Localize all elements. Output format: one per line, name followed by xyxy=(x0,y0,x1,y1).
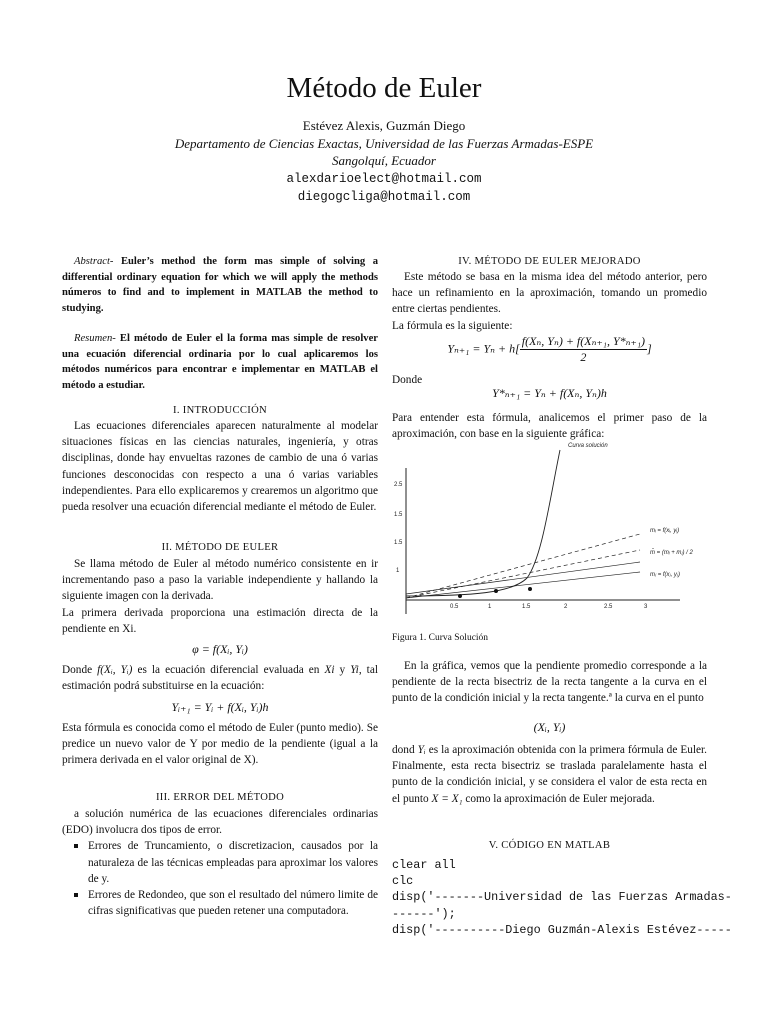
abstract xyxy=(62,254,378,316)
legend-label: mⱼ = f(xⱼ, yⱼ) xyxy=(650,572,680,578)
mejorado-paragraph-3: Para entender esta fórmula, analicemos el primer paso de la aproximación, con base en la siguiente gráfica: xyxy=(392,412,707,441)
mejorado-paragraph-4 xyxy=(392,658,707,707)
mejorado-p5-c: como la aproximación de Euler mejorada. xyxy=(462,792,655,805)
x-tick-label: 3 xyxy=(644,604,648,610)
paper-title: Método de Euler xyxy=(286,72,482,104)
error-bullet-1: Errores de Truncamiento, o discretizacion, causados por la naturaleza de las técnicas empleadas para aproximar los valores de y. xyxy=(88,838,378,887)
code-line: clc xyxy=(392,874,414,889)
section-metodo-euler xyxy=(62,556,378,768)
code-line: clear all xyxy=(392,858,456,872)
code-line: disp('----------Diego Guzmán-Alexis Estévez----- xyxy=(392,922,732,937)
equation-point: (Xᵢ, Yᵢ) xyxy=(533,720,566,734)
euler-p3-d: , tal estimación podrá substituirse en la ecuación: xyxy=(62,664,378,693)
equation-phi: φ = f(Xᵢ, Yᵢ) xyxy=(192,642,248,657)
email-1: alexdarioelect@hotmail.com xyxy=(286,172,482,186)
y-tick-label: 1.5 xyxy=(394,512,403,518)
x-tick-label: 1 xyxy=(488,604,492,610)
abstract-label: Abstract- xyxy=(74,256,114,267)
section-introduccion xyxy=(62,418,378,515)
section-heading-euler-mejorado: IV. MÉTODO DE EULER MEJORADO xyxy=(458,256,641,267)
figure-caption: Figura 1. Curva Solución xyxy=(392,633,489,643)
mejorado-p4-text: En la gráfica, vemos que la pendiente promedio corresponde a la pendiente de la recta bisectriz de la recta tangente a la curva en el punto de la condición inicial y la recta tangente.ª la curva en el punto xyxy=(392,660,707,705)
mejorado-p5-a: dond xyxy=(392,744,418,756)
equation-euler-mejorado xyxy=(392,334,707,365)
resumen-text: El método de Euler el la forma mas simple de resolver una ecuación diferencial ordinaria por lo cual aplicaremos los métodos numéricos para encontrar e implementar en MATLAB el método a estudiar. xyxy=(62,333,378,391)
section-error xyxy=(62,806,378,919)
point-marker xyxy=(528,587,532,591)
error-list xyxy=(62,838,378,919)
code-line: disp('-------Universidad de las Fuerzas Armadas- xyxy=(392,890,732,905)
eq-mejorado-denominator: 2 xyxy=(580,350,587,364)
authors: Estévez Alexis, Guzmán Diego xyxy=(302,118,466,133)
point-marker xyxy=(458,594,462,598)
mejorado-p5-math-1: Yᵢ xyxy=(417,744,426,756)
average-slope-line xyxy=(406,550,640,598)
department: Departamento de Ciencias Exactas, Universidad de las Fuerzas Armadas-ESPE xyxy=(174,136,594,151)
euler-p3-math-2: Xi xyxy=(324,664,335,677)
error-bullet-2: Errores de Redondeo, que son el resultado del número limite de cifras significativas que pueden retener una computadora. xyxy=(88,887,378,919)
y-tick-label: 1 xyxy=(396,568,400,574)
section-heading-metodo-euler: II. MÉTODO DE EULER xyxy=(161,542,279,553)
euler-paragraph-4: Esta fórmula es conocida como el método de Euler (punto medio). Se predice un nuevo valor de Y por medio de la pendiente (igual a la primera derivada en el valor original de X). xyxy=(62,721,378,767)
intro-paragraph: Las ecuaciones diferenciales aparecen naturalmente al modelar situaciones físicas en las ciencias naturales, ingeniería, y otras disciplinas, donde hay envueltas razones de cambio de una ó varias funciones desconocidas con respecto a una ó varias variables independientes. Para ello explicaremos y crearemos un algoritmo que pueda resolver una ecuación diferencial mediante el método de Euler. xyxy=(62,420,378,514)
equation-predictor: Y*ₙ₊₁ = Yₙ + f(Xₙ, Yₙ)h xyxy=(492,386,607,400)
x-tick-label: 2 xyxy=(564,604,568,610)
abstract-text: Euler’s method the form mas simple of solving a differential ordinary equation for which we will apply the methods números to find and to implement in MATLAB the method to studying. xyxy=(62,256,378,314)
euler-p3-math-1: f(Xᵢ, Yᵢ) xyxy=(97,664,133,677)
y-tick-label: 1.5 xyxy=(394,540,403,546)
point-marker xyxy=(494,589,498,593)
resumen xyxy=(62,331,378,393)
solution-curve-figure xyxy=(392,438,693,622)
x-tick-label: 2.5 xyxy=(604,604,613,610)
section-euler-mejorado xyxy=(392,269,707,334)
section-heading-error: III. ERROR DEL MÉTODO xyxy=(155,792,285,803)
eq-mejorado-right: ] xyxy=(647,341,652,356)
code-line: ------'); xyxy=(392,906,456,921)
error-intro: a solución numérica de las ecuaciones diferenciales ordinarias (EDO) involucra dos tipos de error. xyxy=(62,808,378,837)
mejorado-p5-b: es la aproximación obtenida con la primera fórmula de Euler. Finalmente, esta recta bisectriz se traslada paralelamente hasta el punto de la condición inicial, y se considera el valor de esta recta en el punto xyxy=(392,744,707,805)
resumen-label: Resumen- xyxy=(74,333,116,344)
euler-paragraph-1: Se llama método de Euler al método numérico consistente en ir incrementando paso a paso la variable independiente y hallando la siguiente imagen con la derivada. xyxy=(62,558,378,603)
x-tick-label: 1.5 xyxy=(522,604,531,610)
email-2: diegogcliga@hotmail.com xyxy=(297,190,471,204)
tangent-line-i xyxy=(406,534,640,598)
section-heading-codigo: V. CÓDIGO EN MATLAB xyxy=(488,840,611,851)
mejorado-paragraph-1: Este método se basa en la misma idea del método anterior, pero hace un refinamiento en la aproximación, tomando un promedio entre ciertas pendientes. xyxy=(392,271,707,316)
euler-paragraph-2: La primera derivada proporciona una estimación directa de la pendiente en Xi. xyxy=(62,606,378,635)
y-tick-label: 2.5 xyxy=(394,482,403,488)
equation-euler: Yᵢ₊₁ = Yᵢ + f(Xᵢ, Yᵢ)h xyxy=(171,699,269,714)
curve-label: Curva solución xyxy=(568,443,608,449)
tangent-line-j xyxy=(406,572,640,598)
x-tick-label: 0.5 xyxy=(450,604,459,610)
matlab-code-block xyxy=(392,857,732,938)
euler-p3-a: Donde xyxy=(62,664,98,677)
section-heading-introduccion: I. INTRODUCCIÓN xyxy=(173,405,267,416)
euler-p3-math-3: Yi xyxy=(350,664,359,677)
mejorado-paragraph-5 xyxy=(392,742,707,807)
location: Sangolquí, Ecuador xyxy=(332,153,436,168)
eq-mejorado-left: Yₙ₊₁ = Yₙ + h[ xyxy=(447,341,520,356)
solution-curve xyxy=(406,450,560,596)
donde-label: Donde xyxy=(392,374,423,386)
euler-p3-c: y xyxy=(334,664,351,677)
mejorado-paragraph-2: La fórmula es la siguiente: xyxy=(392,319,513,332)
euler-p3-b: es la ecuación diferencial evaluada en xyxy=(132,664,325,677)
legend-label: m̄ = (mᵢ + mⱼ) / 2 xyxy=(650,550,693,556)
legend-label: mᵢ = f(xᵢ, yᵢ) xyxy=(650,528,680,534)
eq-mejorado-numerator: f(Xₙ, Yₙ) + f(Xₙ₊₁, Y*ₙ₊₁) xyxy=(521,334,645,348)
mejorado-p5-math-2: X = X₁ xyxy=(431,792,463,805)
secondary-line xyxy=(406,562,640,594)
